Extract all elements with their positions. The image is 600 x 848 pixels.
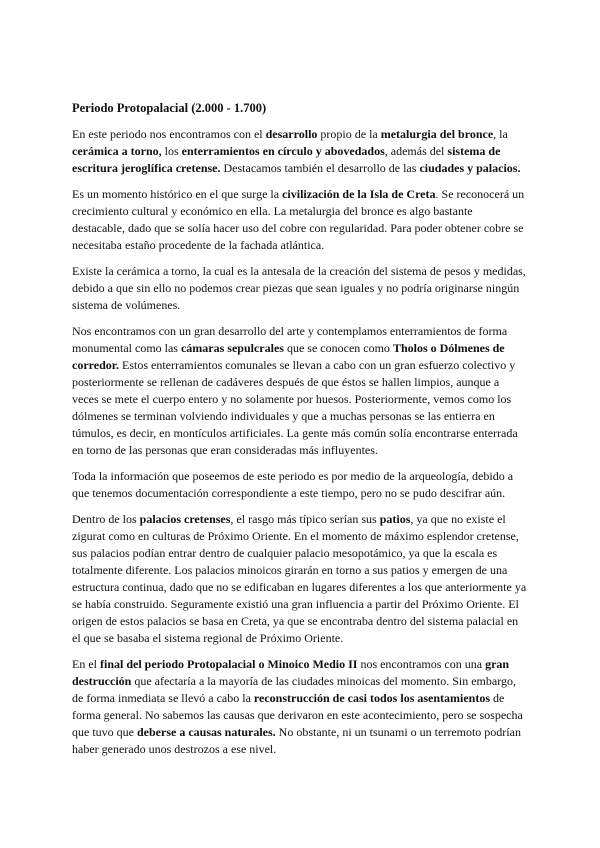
text-run: Nos encontramos con un gran desarrollo del arte y contemplamos enterramientos de forma monumental como las [72, 324, 508, 355]
text-run: Dentro de los [72, 512, 140, 526]
bold-text: sistema de escritura jeroglífica cretense. [72, 144, 501, 175]
paragraph [72, 186, 528, 254]
bold-text: metalurgia del bronce [380, 127, 494, 141]
text-run: En este periodo nos encontramos con el [72, 127, 266, 141]
text-run: . Se reconocerá un crecimiento cultural y económico en ella. La metalurgia del bronce es algo bastante destacable, dado que se solía hacer uso del cobre con regularidad. Para poder obtener cobre se necesitaba estaño procedente de la fachada atlántica. [72, 187, 525, 252]
bold-text: desarrollo [265, 127, 318, 141]
bold-text: palacios cretenses [139, 512, 231, 526]
text-run: propio de la [317, 127, 381, 141]
text-run: , el rasgo más típico serían sus [230, 512, 380, 526]
bold-text: patios [379, 512, 411, 526]
text-run: , además del [384, 144, 448, 158]
bold-text: civilización de la Isla de Creta [282, 187, 436, 201]
document-title: Periodo Protopalacial (2.000 - 1.700) [72, 101, 267, 115]
bold-text: cerámica a torno, [72, 144, 162, 158]
text-run: Toda la información que poseemos de este periodo es por medio de la arqueología, debido a que tenemos documentación correspondiente a este tiempo, pero no se pudo descifrar aún. [72, 469, 514, 500]
text-run: , ya que no existe el zigurat como en culturas de Próximo Oriente. En el momento de máximo esplendor cretense, sus palacios podían entrar dentro de cualquier palacio mesopotámico, ya que la escala es totalmente diferente. Los palacios minoicos girarán en torno a sus patios y emergen de una estructura continua, dado que no se edificaban en lugares diferentes a los que anteriormente ya se había construido. Seguramente existió una gran influencia a partir del Próximo Oriente. El origen de estos palacios se basa en Creta, ya que se encontraba dentro del sistema palacial en el que se basaba el sistema regional de Próximo Oriente. [72, 512, 527, 645]
paragraph [72, 511, 528, 647]
text-run: En el [72, 657, 100, 671]
bold-text: gran destrucción [72, 657, 510, 688]
text-run: los [161, 144, 182, 158]
text-run: Existe la cerámica a torno, la cual es la antesala de la creación del sistema de pesos y medidas, debido a que sin ello no podemos crear piezas que sean iguales y no podría originarse ningún sistema de volúmenes. [72, 264, 526, 312]
bold-text: final del periodo Protopalacial o Minoico Medio II [100, 657, 358, 671]
paragraph [72, 323, 528, 459]
bold-text: reconstrucción de casi todos los asentamientos [253, 691, 491, 705]
text-run: Es un momento histórico en el que surge la [72, 187, 283, 201]
bold-text: Tholos o Dólmenes de corredor. [72, 341, 505, 372]
text-run: , la [493, 127, 508, 141]
text-run: Estos enterramientos comunales se llevan a cabo con un gran esfuerzo colectivo y posteriormente se rellenan de cadáveres después de que éstos se hallen limpios, aunque a veces se mete el cuerpo entero y no solamente por huesos. Posteriormente, vemos como los dólmenes se terminan volviendo individuales y que a muchas personas se las entierra en túmulos, es decir, en montículos artificiales. La gente más común solía encontrarse enterrada en torno de las personas que eran consideradas más influyentes. [72, 358, 518, 457]
text-run: No obstante, ni un tsunami o un terremoto podrían haber generado unos destrozos a ese nivel. [72, 725, 521, 756]
bold-text: ciudades y palacios. [419, 161, 521, 175]
text-run: que se conocen como [283, 341, 393, 355]
document-body [72, 126, 528, 758]
text-run: de forma general. No sabemos las causas que derivaron en este acontecimiento, pero se sospecha que tuvo que [72, 691, 523, 739]
text-run: Destacamos también el desarrollo de las [220, 161, 420, 175]
bold-text: enterramientos en círculo y abovedados [181, 144, 385, 158]
paragraph [72, 126, 528, 177]
paragraph [72, 263, 528, 314]
bold-text: deberse a causas naturales. [137, 725, 276, 739]
text-run: que afectaría a la mayoría de las ciudades minoicas del momento. Sin embargo, de forma inmediata se llevó a cabo la [72, 674, 516, 705]
paragraph [72, 468, 528, 502]
text-run: nos encontramos con una [357, 657, 486, 671]
bold-text: cámaras sepulcrales [180, 341, 284, 355]
paragraph [72, 656, 528, 758]
